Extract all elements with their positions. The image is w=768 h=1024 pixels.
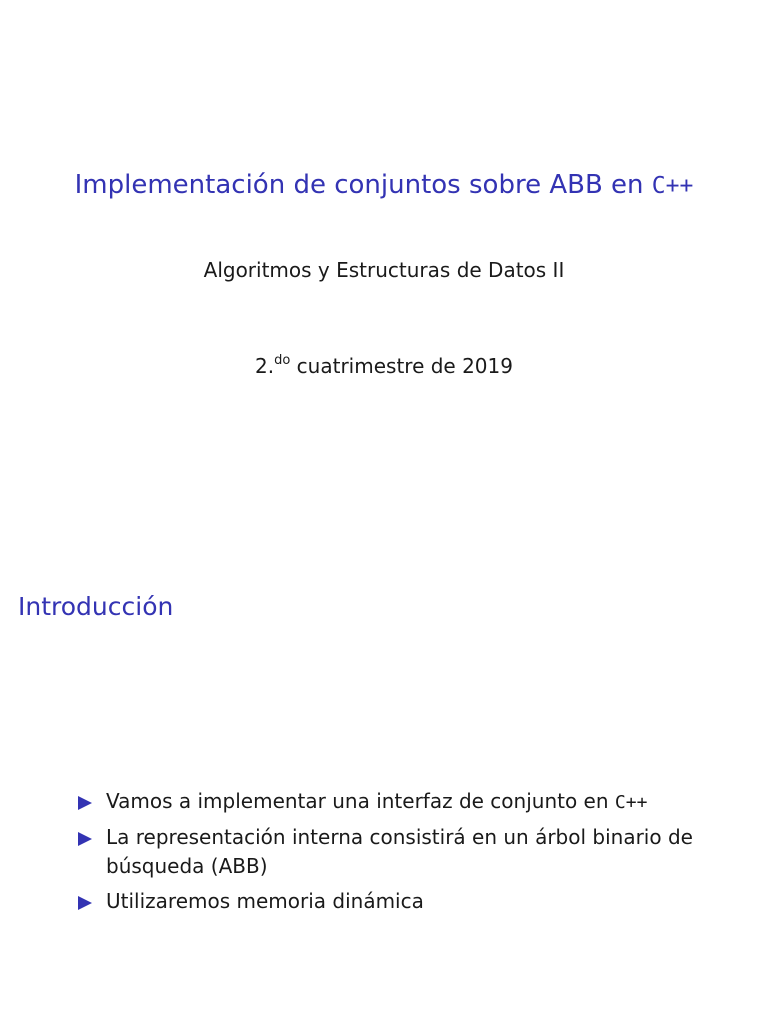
- date-line: [0, 354, 768, 378]
- title-text: Implementación de conjuntos sobre ABB en: [74, 170, 652, 200]
- bullet-item: [78, 823, 698, 881]
- bullet-item: [78, 887, 698, 916]
- bullet-code: C++: [614, 792, 648, 813]
- presentation-title: [0, 170, 768, 200]
- bullet-item: [78, 787, 698, 817]
- bullet-text: Vamos a implementar una interfaz de conjunto en: [106, 789, 615, 813]
- triangle-right-icon: [78, 832, 92, 846]
- frame-title: Introducción: [18, 592, 174, 621]
- title-code: C++: [651, 173, 694, 199]
- triangle-right-icon: [78, 796, 92, 810]
- course-name: Algoritmos y Estructuras de Datos II: [203, 258, 565, 282]
- intro-slide: [0, 512, 768, 1024]
- bullet-text: Utilizaremos memoria dinámica: [106, 889, 424, 913]
- bullet-list: [78, 787, 698, 922]
- bullet-text: La representación interna consistirá en un árbol binario de búsqueda (ABB): [106, 825, 693, 878]
- date-prefix: 2.: [255, 354, 275, 378]
- date-ordinal: do: [274, 353, 291, 368]
- triangle-right-icon: [78, 896, 92, 910]
- date-suffix: cuatrimestre de 2019: [290, 354, 513, 378]
